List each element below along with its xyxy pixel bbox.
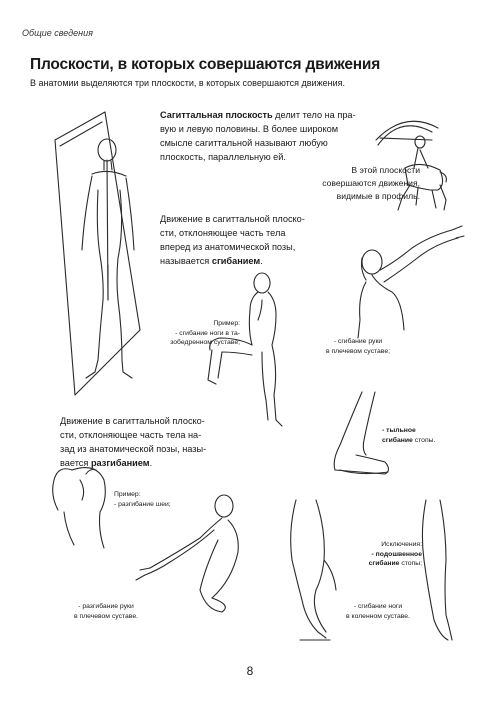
extension-period: . <box>149 458 153 468</box>
dorsal-line1: - тыльное <box>382 427 416 434</box>
flexion-line4: называется <box>160 256 210 266</box>
arm-flexion-line1: - сгибание руки <box>333 338 383 345</box>
sagittal-plane-figure <box>55 112 140 395</box>
arm-extension-caption <box>56 602 156 621</box>
extension-line2: сти, отклоняющее часть тела на- <box>60 430 202 440</box>
arm-flexion-line2: в плечевом суставе; <box>325 347 391 355</box>
arm-flexion-figure <box>358 226 464 338</box>
sagittal-line2: вую и левую половины. В более широком <box>160 124 339 134</box>
extension-example-label: Пример: <box>114 491 141 498</box>
dorsal-term: сгибание <box>382 436 413 444</box>
sagittal-line1: делит тело на пра- <box>275 110 356 120</box>
flexion-line1: Движение в сагиттальной плоско- <box>160 214 305 224</box>
arm-flexion-caption <box>318 337 398 356</box>
extension-line4: вается <box>60 458 89 468</box>
profile-note-line2: совершаются движения, <box>322 178 420 188</box>
neck-extension-figure <box>53 468 106 548</box>
sagittal-line3: смысле сагиттальной называют любую <box>160 138 328 148</box>
arm-extension-line2: в плечевом суставе. <box>73 612 139 620</box>
extension-example <box>114 490 204 509</box>
knee-flexion-line1: - сгибание ноги <box>353 603 403 610</box>
flexion-line3: вперед из анатомической позы, <box>160 242 296 252</box>
profile-note-line3: видимые в профиль. <box>336 191 420 201</box>
page-title: Плоскости, в которых совершаются движения <box>30 56 381 73</box>
flexion-example-line2: - сгибание ноги в та- <box>175 329 240 337</box>
flexion-term: сгибанием <box>211 256 261 266</box>
arm-extension-figure <box>136 495 238 612</box>
flexion-example <box>152 319 240 348</box>
exceptions-line2: - подошвенное <box>371 550 422 558</box>
profile-note-line1: В этой плоскости <box>351 165 420 175</box>
sagittal-line4: плоскость, параллельную ей. <box>160 152 286 162</box>
knee-flexion-line2: в коленном суставе. <box>346 612 410 620</box>
extension-line1: Движение в сагиттальной плоско- <box>60 416 205 426</box>
hip-flexion-figure <box>208 273 282 426</box>
foot-dorsal-flexion-figure <box>334 392 388 474</box>
exceptions-label: Исключения: <box>381 541 422 548</box>
exceptions-caption <box>352 540 422 569</box>
flexion-period: . <box>260 256 263 266</box>
flexion-example-line3: зобедренном суставе; <box>170 339 240 346</box>
exceptions-rest: стопы; <box>401 560 422 567</box>
foot-plantar-flexion-figure <box>422 500 452 640</box>
sagittal-paragraph <box>160 108 360 164</box>
section-header: Общие сведения <box>22 28 93 38</box>
extension-paragraph <box>60 414 260 470</box>
flexion-example-label: Пример: <box>213 320 240 327</box>
flexion-line2: сти, отклоняющее часть тела <box>160 228 286 238</box>
knee-flexion-figure <box>291 500 336 640</box>
arm-extension-line1: - разгибание руки <box>78 603 134 610</box>
knee-flexion-caption <box>338 602 418 621</box>
profile-note <box>300 164 420 203</box>
dorsal-rest: стопы. <box>414 436 436 444</box>
sagittal-term: Сагиттальная плоскость <box>160 110 273 120</box>
page-number: 8 <box>246 664 254 678</box>
page-subtitle: В анатомии выделяются три плоскости, в которых совершаются движения. <box>30 78 345 88</box>
extension-example-line2: - разгибание шеи; <box>114 500 171 508</box>
extension-term: разгибанием <box>90 458 150 468</box>
dorsal-flexion-caption <box>382 426 454 445</box>
flexion-paragraph <box>160 212 350 268</box>
extension-line3: зад из анатомической позы, назы- <box>60 444 207 454</box>
exceptions-term: сгибание <box>368 560 400 567</box>
